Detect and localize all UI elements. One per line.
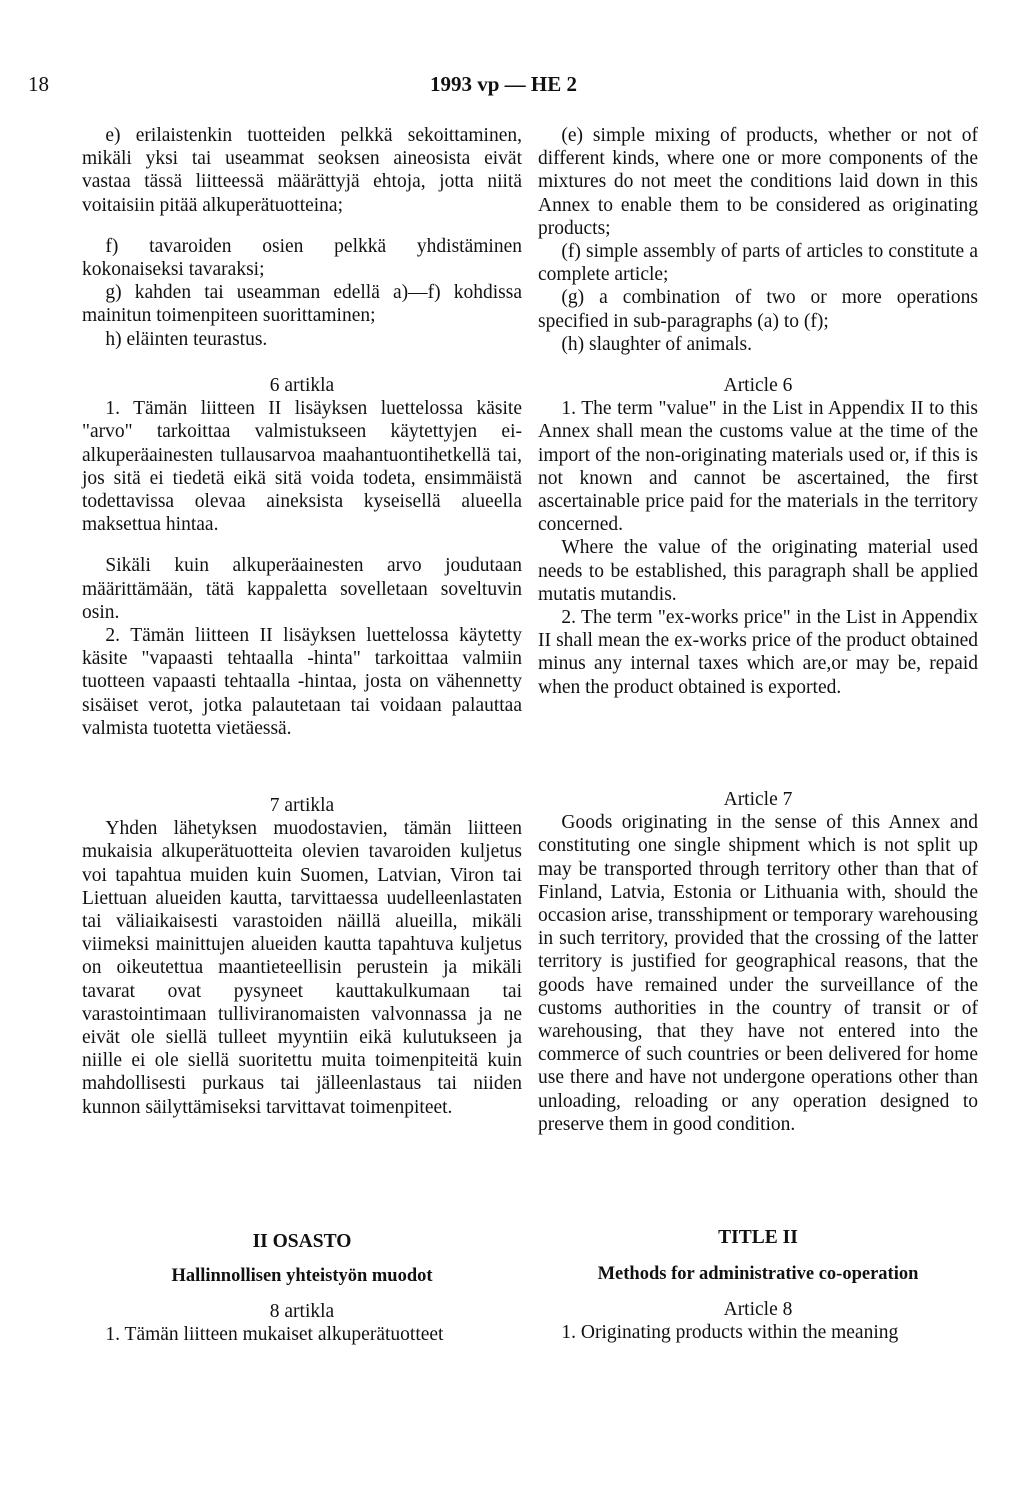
en-article-6-p1: 1. The term "value" in the List in Appendix II to this Annex shall mean the customs value at the time of the import of the non-originating materials used or, if this is not known and cannot be ascertained, the first ascertainable price paid for the materials in the territory concerned. bbox=[538, 398, 978, 536]
fi-item-g: g) kahden tai useamman edellä a)—f) kohdissa mainitun toimenpiteen suorittaminen; bbox=[82, 282, 522, 327]
en-article-7-heading: Article 7 bbox=[723, 789, 793, 810]
en-subtitle: Methods for administrative co-operation bbox=[597, 1264, 919, 1284]
en-item-h: (h) slaughter of animals. bbox=[561, 333, 753, 355]
fi-item-h: h) eläinten teurastus. bbox=[105, 328, 268, 350]
en-article-8-heading: Article 8 bbox=[723, 1299, 793, 1320]
fi-article-6-p1: 1. Tämän liitteen II lisäyksen luettelossa käsite "arvo" tarkoittaa valmistukseen käytettyjen ei-alkuperäainesten tullausarvoa maahantuontihetkellä tai, jos sitä ei tiedetä eikä sitä voida todeta, ensimmäistä todettavissa olevaa aineksista kyseisellä alueella maksettua hintaa. bbox=[82, 398, 522, 536]
fi-article-8-p1: 1. Tämän liitteen mukaiset alkuperätuotteet bbox=[105, 1324, 444, 1346]
en-item-g: (g) a combination of two or more operations specified in sub-paragraphs (a) to (f); bbox=[538, 287, 978, 332]
fi-article-7-p1: Yhden lähetyksen muodostavien, tämän liitteen mukaisia alkuperätuotteita olevien tavaroiden kuljetus voi tapahtua muiden kuin Suomen, Latvian, Viron tai Liettuan alueiden kautta, tarvittaessa uudelleenlastaten tai väliaikaisesti varastoiden näillä alueilla, mikäli viimeksi mainittujen alueiden kautta tapahtuva kuljetus on oikeutettua maantieteellisin perustein ja mikäli tavarat ovat pysyneet kauttakulkumaan tai varastointimaan tulliviranomaisten valvonnassa ja ne eivät ole siellä tulleet myyntiin eikä kulutukseen ja niille ei ole siellä suoritettu muita toimenpiteitä kuin mahdollisesti purkaus tai jälleenlastaus tai niiden kunnon säilyttämiseksi tarvittavat toimenpiteet. bbox=[82, 818, 522, 1118]
fi-item-e: e) erilaistenkin tuotteiden pelkkä sekoittaminen, mikäli yksi tai useammat seoksen aineosista eivät vastaa tässä liitteessä määrättyjä ehtoja, jotta niitä voitaisiin pitää alkuperätuotteina; bbox=[82, 125, 522, 216]
en-title: TITLE II bbox=[718, 1227, 798, 1248]
fi-subtitle: Hallinnollisen yhteistyön muodot bbox=[171, 1266, 433, 1286]
en-article-7 bbox=[538, 788, 978, 1136]
page-number: 18 bbox=[28, 72, 49, 96]
en-article-6-p2: Where the value of the originating material used needs to be established, this paragraph shall be applied mutatis mutandis. bbox=[538, 537, 978, 605]
fi-article-7-heading: 7 artikla bbox=[269, 795, 335, 816]
finnish-column bbox=[82, 124, 522, 351]
fi-article-6-heading: 6 artikla bbox=[269, 375, 335, 396]
fi-article-7 bbox=[82, 794, 522, 1119]
en-title-block bbox=[538, 1226, 978, 1344]
en-article-8-p1: 1. Originating products within the meaning bbox=[561, 1322, 899, 1344]
en-article-6-heading: Article 6 bbox=[723, 375, 793, 396]
english-column bbox=[538, 124, 978, 356]
fi-article-6-p3: 2. Tämän liitteen II lisäyksen luettelossa käytetty käsite "vapaasti tehtaalla -hinta" tarkoittaa valmiin tuotteen vapaasti tehtaalla -hintaa, josta on vähennetty sisäiset verot, jotka palautetaan tai voidaan palauttaa valmista tuotetta vietäessä. bbox=[82, 625, 522, 739]
en-article-6 bbox=[538, 374, 978, 699]
fi-title: II OSASTO bbox=[252, 1231, 352, 1252]
fi-article-6 bbox=[82, 374, 522, 740]
fi-article-8-heading: 8 artikla bbox=[269, 1301, 335, 1322]
en-item-e: (e) simple mixing of products, whether or not of different kinds, where one or more components of the mixtures do not meet the conditions laid down in this Annex to enable them to be considered as originating products; bbox=[538, 125, 978, 239]
en-article-7-p1: Goods originating in the sense of this Annex and constituting one single shipment which is not split up may be transported through territory other than that of Finland, Latvia, Estonia or Lithuania with, should the occasion arise, transshipment or temporary warehousing in such territory, provided that the crossing of the latter territory is justified for geographical reasons, that the goods have remained under the surveillance of the customs authorities in the country of transit or of warehousing, that they have not entered into the commerce of such countries or been delivered for home use there and have not undergone operations other than unloading, reloading or any operation designed to preserve them in good condition. bbox=[538, 812, 978, 1135]
en-article-6-p3: 2. The term "ex-works price" in the List in Appendix II shall mean the ex-works price of the product obtained minus any internal taxes which are,or may be, repaid when the product obtained is exported. bbox=[538, 607, 978, 698]
fi-article-6-p2: Sikäli kuin alkuperäainesten arvo joudutaan määrittämään, tätä kappaletta sovelletaan soveltuvin osin. bbox=[82, 555, 522, 623]
en-item-f: (f) simple assembly of parts of articles to constitute a complete article; bbox=[538, 241, 978, 286]
fi-title-block bbox=[82, 1230, 522, 1346]
fi-item-f: f) tavaroiden osien pelkkä yhdistäminen kokonaiseksi tavaraksi; bbox=[82, 235, 522, 281]
running-head: 1993 vp — HE 2 bbox=[430, 72, 578, 96]
